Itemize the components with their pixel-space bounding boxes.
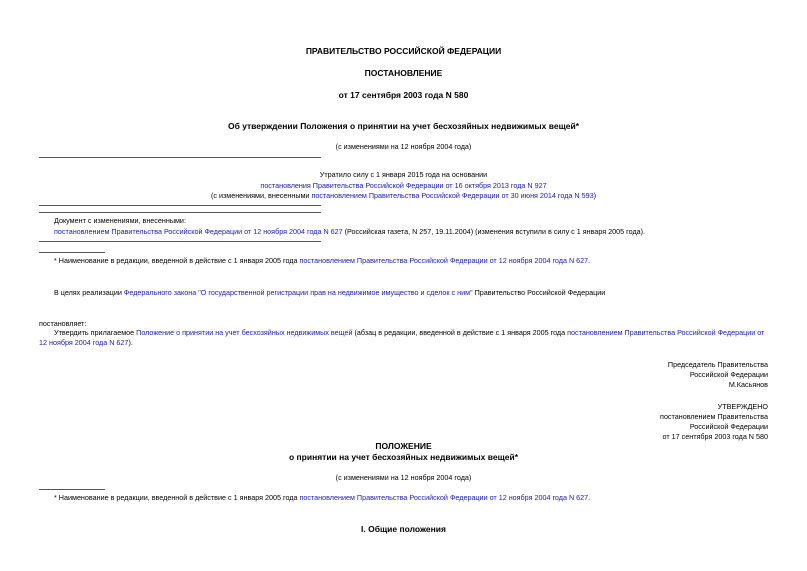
expired-basis-link[interactable]: постановления Правительства Российской Федерации от 16 октября 2013 года N 927 [260, 181, 547, 190]
footnote [54, 256, 590, 265]
signature-org: Российской Федерации [689, 370, 768, 379]
changes-line [54, 227, 645, 236]
government-heading: ПРАВИТЕЛЬСТВО РОССИЙСКОЙ ФЕДЕРАЦИИ [305, 46, 502, 56]
preamble-prefix: В целях реализации [54, 288, 124, 297]
footnote-suffix: . [588, 493, 591, 502]
amendments-note: (с изменениями на 12 ноября 2004 года) [335, 142, 472, 151]
signature-name: М.Касьянов [728, 380, 768, 389]
approved-by: постановлением Правительства [660, 412, 768, 421]
expired-amend-link[interactable]: постановлением Правительства Российской Федерации от 30 июня 2014 года N 593 [311, 191, 594, 200]
footnote-divider [39, 252, 105, 253]
approve-suffix: ). [128, 338, 133, 347]
doc-title: Об утверждении Положения о принятии на учет бесхозяйных недвижимых вещей* [227, 121, 580, 131]
expired-line: Утратило силу с 1 января 2015 года на основании [319, 170, 488, 179]
signature-position: Председатель Правительства [667, 360, 768, 369]
approve-paragraph [39, 328, 769, 348]
doc-date-number: от 17 сентября 2003 года N 580 [338, 90, 469, 100]
regulation-subtitle: о принятии на учет бесхозяйных недвижимых вещей* [288, 452, 519, 462]
changes-link[interactable]: постановлением Правительства Российской Федерации от 12 ноября 2004 года N 627 [54, 227, 343, 236]
divider [39, 157, 321, 158]
expired-amend-line [0, 191, 807, 200]
doc-type-heading: ПОСТАНОВЛЕНИЕ [364, 68, 443, 78]
approve-prefix: Утвердить прилагаемое [54, 328, 137, 337]
footnote-divider [39, 489, 105, 490]
changes-suffix: (Российская газета, N 257, 19.11.2004) (изменения вступили в силу с 1 января 2005 года). [342, 227, 646, 236]
footnote [54, 493, 590, 502]
footnote-prefix: * Наименование в редакции, введенной в действие с 1 января 2005 года [54, 256, 300, 265]
regulation-link[interactable]: Положение о принятии на учет бесхозяйных недвижимых вещей [136, 328, 353, 337]
regulation-title: ПОЛОЖЕНИЕ [375, 441, 432, 451]
divider [39, 212, 321, 213]
changes-label: Документ с изменениями, внесенными: [54, 216, 186, 225]
expired-amend-suffix: ) [593, 191, 596, 200]
expired-amend-prefix: (с изменениями, внесенными [210, 191, 312, 200]
approved-org: Российской Федерации [689, 422, 768, 431]
divider [39, 205, 321, 206]
section-heading: I. Общие положения [361, 524, 446, 534]
divider [39, 241, 321, 242]
preamble [54, 288, 605, 297]
preamble-suffix: Правительство Российской Федерации [472, 288, 606, 297]
approve-middle: (абзац в редакции, введенной в действие с 1 января 2005 года [352, 328, 568, 337]
footnote-link[interactable]: постановлением Правительства Российской Федерации от 12 ноября 2004 года N 627 [299, 256, 589, 265]
approved-date: от 17 сентября 2003 года N 580 [662, 432, 768, 441]
regulation-amendments-note: (с изменениями на 12 ноября 2004 года) [335, 473, 472, 482]
approved-label: УТВЕРЖДЕНО [717, 402, 768, 411]
federal-law-link[interactable]: Федерального закона "О государственной регистрации прав на недвижимое имущество и сделок с ним" [123, 288, 473, 297]
footnote-link[interactable]: постановлением Правительства Российской Федерации от 12 ноября 2004 года N 627 [299, 493, 589, 502]
footnote-prefix: * Наименование в редакции, введенной в действие с 1 января 2005 года [54, 493, 300, 502]
expired-link-line [0, 181, 807, 190]
resolves-word: постановляет: [39, 319, 87, 328]
footnote-suffix: . [588, 256, 591, 265]
amending-resolution-link[interactable]: постановлением Правительства Российской Федерации от 12 ноября 2004 года N 627 [39, 328, 765, 347]
